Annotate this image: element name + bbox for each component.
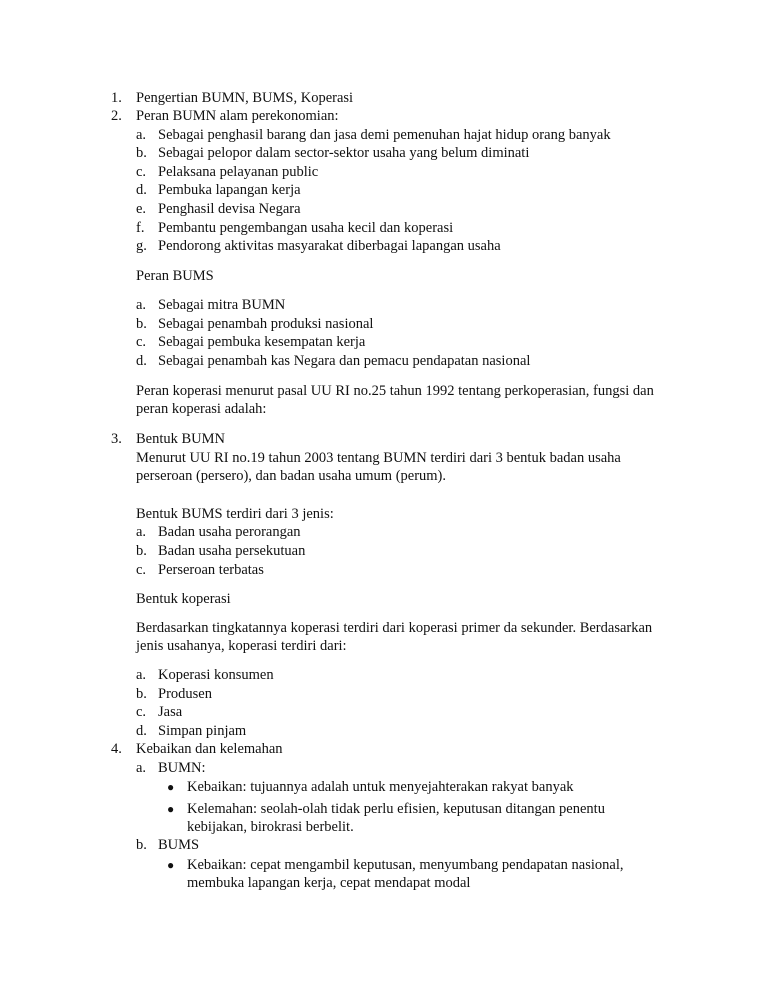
koperasi-type-marker: c. — [136, 704, 147, 720]
bumn-role-marker: a. — [136, 127, 147, 143]
bums-role-heading: Peran BUMS — [136, 268, 214, 284]
bumn-role-marker: e. — [136, 201, 147, 217]
bums-type-item: Badan usaha perorangan — [158, 524, 301, 540]
section-4-title: Kebaikan dan kelemahan — [136, 741, 283, 757]
koperasi-type-item: Jasa — [158, 704, 183, 720]
bums-type-marker: c. — [136, 562, 147, 578]
bumn-kelemahan-line: kebijakan, birokrasi berbelit. — [187, 819, 354, 835]
section-4-number: 4. — [111, 741, 122, 757]
bumn-role-item: Pendorong aktivitas masyarakat diberbagai lapangan usaha — [158, 238, 501, 254]
bumn-role-item: Sebagai pelopor dalam sector-sektor usaha yang belum diminati — [158, 145, 530, 161]
bumn-role-marker: g. — [136, 238, 147, 254]
section-2-number: 2. — [111, 108, 122, 124]
bumn-form-paragraph-line: Menurut UU RI no.19 tahun 2003 tentang BUMN terdiri dari 3 bentuk badan usaha — [136, 450, 621, 466]
bums-kebaikan-line: Kebaikan: cepat mengambil keputusan, menyumbang pendapatan nasional, — [187, 857, 624, 873]
bumn-role-item: Pembuka lapangan kerja — [158, 182, 301, 198]
bumn-role-item: Pembantu pengembangan usaha kecil dan koperasi — [158, 220, 454, 236]
koperasi-type-marker: b. — [136, 686, 147, 702]
bullet-icon: ● — [167, 858, 175, 872]
bumn-kebaikan-line: Kebaikan: tujuannya adalah untuk menyejahterakan rakyat banyak — [187, 779, 574, 795]
bumn-sub-marker: a. — [136, 760, 147, 776]
bums-role-item: Sebagai mitra BUMN — [158, 297, 286, 313]
koperasi-role-paragraph-line: Peran koperasi menurut pasal UU RI no.25 tahun 1992 tentang perkoperasian, fungsi dan — [136, 383, 654, 399]
bums-type-item: Badan usaha persekutuan — [158, 543, 306, 559]
bums-type-marker: b. — [136, 543, 147, 559]
bums-role-marker: b. — [136, 316, 147, 332]
bumn-role-marker: b. — [136, 145, 147, 161]
section-1-title: Pengertian BUMN, BUMS, Koperasi — [136, 90, 354, 106]
bums-role-item: Sebagai pembuka kesempatan kerja — [158, 334, 366, 350]
bums-kebaikan-line: membuka lapangan kerja, cepat mendapat modal — [187, 875, 471, 891]
bumn-role-item: Pelaksana pelayanan public — [158, 164, 319, 180]
koperasi-type-marker: d. — [136, 723, 147, 739]
koperasi-form-paragraph-line: Berdasarkan tingkatannya koperasi terdiri dari koperasi primer da sekunder. Berdasarkan — [136, 620, 653, 636]
koperasi-type-marker: a. — [136, 667, 147, 683]
koperasi-type-item: Produsen — [158, 686, 212, 702]
bumn-sub-label: BUMN: — [158, 760, 206, 776]
bums-role-marker: a. — [136, 297, 147, 313]
bumn-form-paragraph-line: perseroan (persero), dan badan usaha umum (perum). — [136, 468, 447, 484]
bums-type-marker: a. — [136, 524, 147, 540]
bumn-role-marker: c. — [136, 164, 147, 180]
bums-role-item: Sebagai penambah kas Negara dan pemacu pendapatan nasional — [158, 353, 531, 369]
bums-role-marker: c. — [136, 334, 147, 350]
section-3-title: Bentuk BUMN — [136, 431, 226, 447]
bums-form-heading: Bentuk BUMS terdiri dari 3 jenis: — [136, 506, 334, 522]
koperasi-type-item: Koperasi konsumen — [158, 667, 274, 683]
bullet-icon: ● — [167, 780, 175, 794]
bumn-kelemahan-line: Kelemahan: seolah-olah tidak perlu efisien, keputusan ditangan penentu — [187, 801, 605, 817]
bums-type-item: Perseroan terbatas — [158, 562, 264, 578]
bums-role-item: Sebagai penambah produksi nasional — [158, 316, 374, 332]
bumn-role-item: Penghasil devisa Negara — [158, 201, 301, 217]
section-3-number: 3. — [111, 431, 122, 447]
section-1-number: 1. — [111, 90, 122, 106]
koperasi-role-paragraph-line: peran koperasi adalah: — [136, 401, 267, 417]
bullet-icon: ● — [167, 802, 175, 816]
bums-sub-label: BUMS — [158, 837, 200, 853]
koperasi-type-item: Simpan pinjam — [158, 723, 247, 739]
bumn-role-item: Sebagai penghasil barang dan jasa demi pemenuhan hajat hidup orang banyak — [158, 127, 611, 143]
bums-role-marker: d. — [136, 353, 147, 369]
section-2-title: Peran BUMN alam perekonomian: — [136, 108, 339, 124]
koperasi-form-heading: Bentuk koperasi — [136, 591, 231, 607]
bumn-role-marker: f. — [136, 220, 145, 236]
koperasi-form-paragraph-line: jenis usahanya, koperasi terdiri dari: — [136, 638, 347, 654]
bumn-role-marker: d. — [136, 182, 147, 198]
bums-sub-marker: b. — [136, 837, 147, 853]
